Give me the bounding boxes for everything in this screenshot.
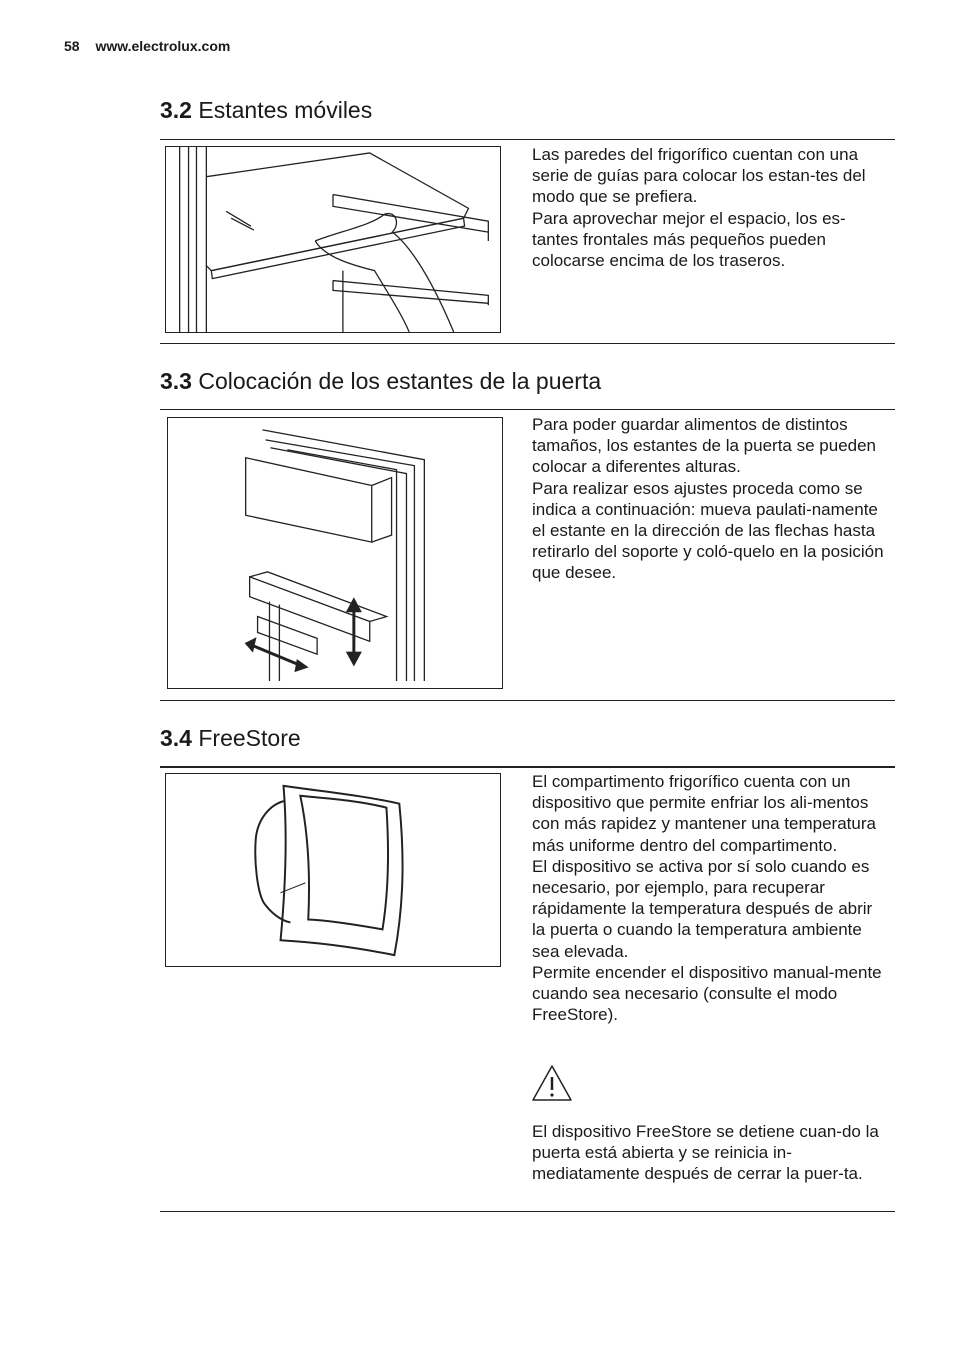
section-rule-bottom-3-3	[160, 700, 895, 701]
section-rule-bottom-3-4	[160, 1211, 895, 1212]
door-shelf-illustration	[167, 417, 503, 689]
website-link[interactable]: www.electrolux.com	[95, 38, 231, 54]
shelf-illustration	[165, 146, 501, 333]
warning-text: El dispositivo FreeStore se detiene cuan-do la puerta está abierta y se reinicia in-mediatamente después de cerrar la puer-ta.	[532, 1122, 879, 1184]
section-title-3-2: 3.2 Estantes móviles	[160, 97, 373, 123]
section-rule-top-3-4	[160, 766, 895, 768]
section-rule-top-3-2	[160, 139, 895, 140]
warning-triangle-icon	[530, 1063, 574, 1103]
page-number: 58	[64, 38, 80, 54]
section-title-3-4: 3.4 FreeStore	[160, 725, 301, 751]
section-text-3-3: Para poder guardar alimentos de distintos tamaños, los estantes de la puerta se pueden colocar a diferentes alturas. Para realizar esos ajustes proceda como se indica a continuación: mueva paulati-namente el estante en la dirección de las flechas hasta retirarlo del soporte y coló-quelo en la posición que desee.	[532, 415, 884, 583]
section-title-3-3: 3.3 Colocación de los estantes de la puerta	[160, 368, 602, 394]
section-rule-top-3-3	[160, 409, 895, 410]
section-text-3-2: Las paredes del frigorífico cuentan con una serie de guías para colocar los estan-tes del modo que se prefiera. Para aprovechar mejor el espacio, los es-tantes frontales más pequeños pueden colocarse encima de los traseros.	[532, 145, 866, 271]
page-header	[64, 38, 230, 54]
section-rule-bottom-3-2	[160, 343, 895, 344]
section-text-3-4: El compartimento frigorífico cuenta con un dispositivo que permite enfriar los ali-mentos con más rapidez y mantener una temperatura más uniforme dentro del compartimento. El dispositivo se activa por sí solo cuando es necesario, por ejemplo, para recuperar rápidamente la temperatura después de abrir la puerta o cuando la temperatura ambiente sea elevada. Permite encender el dispositivo manual-mente cuando sea necesario (consulte el modo FreeStore).	[532, 772, 882, 1025]
freestore-illustration	[165, 773, 501, 967]
